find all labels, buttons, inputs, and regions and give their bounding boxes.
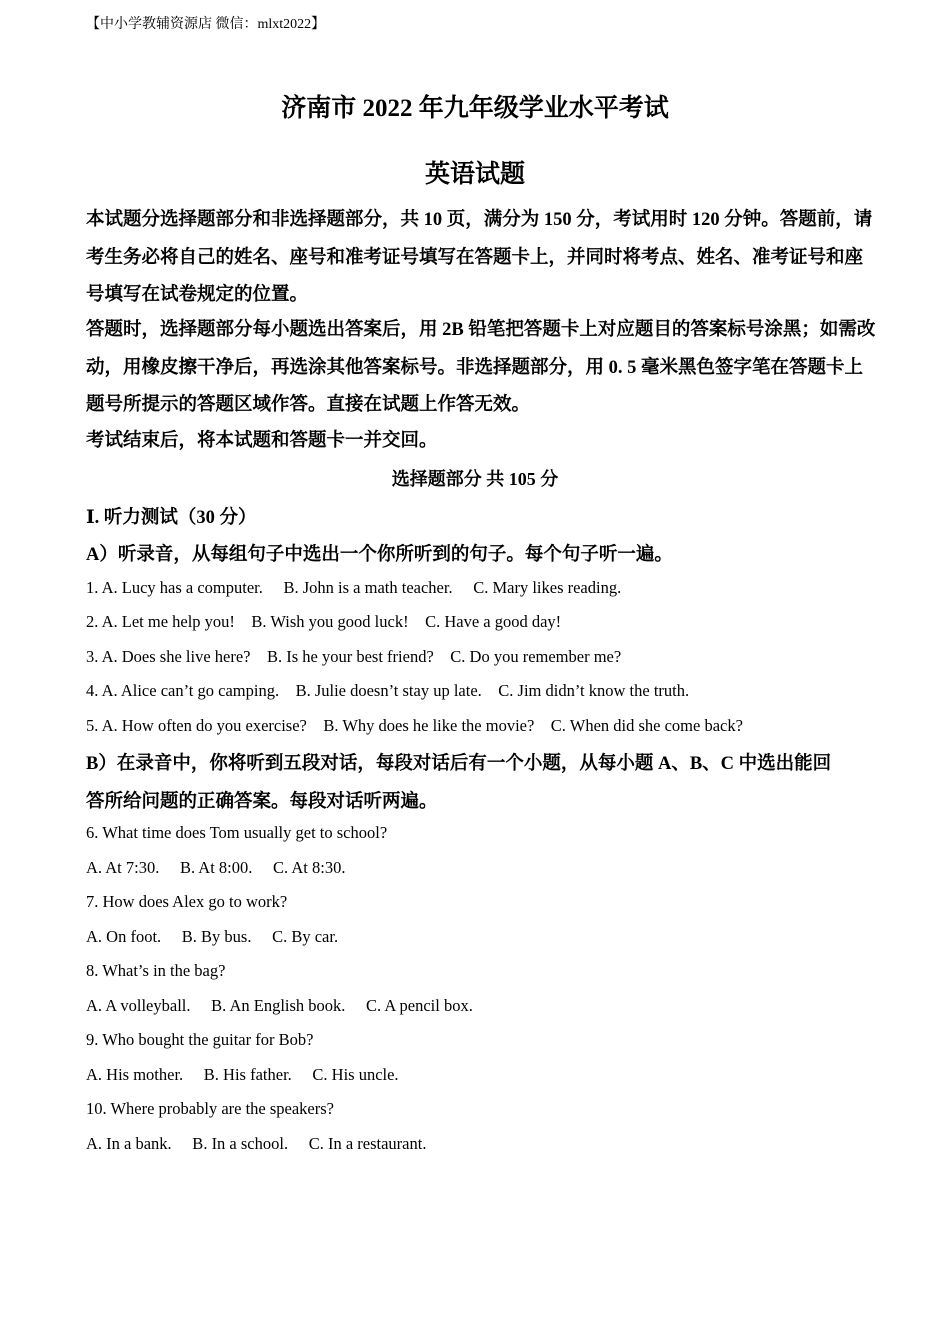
question-text: 6. What time does Tom usually get to school? bbox=[86, 823, 388, 842]
question-options: A. In a bank. B. In a school. C. In a restaurant. bbox=[86, 1134, 427, 1153]
question-options: A. At 7:30. B. At 8:00. C. At 8:30. bbox=[86, 858, 346, 877]
exam-title: 济南市 2022 年九年级学业水平考试 bbox=[281, 95, 669, 122]
exam-subtitle: 英语试题 bbox=[424, 161, 525, 188]
part-a-instruction: A）听录音，从每组句子中选出一个你所听到的句子。每个句子听一遍。 bbox=[86, 545, 673, 565]
instruction-paragraph: 考试结束后，将本试题和答题卡一并交回。 bbox=[86, 431, 438, 451]
question-text: 10. Where probably are the speakers? bbox=[86, 1099, 334, 1118]
question-item: 4. A. Alice can’t go camping. B. Julie doesn’t stay up late. C. Jim didn’t know the truth. bbox=[86, 681, 690, 700]
section-heading: 选择题部分 共 105 分 bbox=[391, 469, 559, 489]
instruction-paragraph: 答题时，选择题部分每小题选出答案后，用 2B 铅笔把答题卡上对应题目的答案标号涂黑；如需改动，用橡皮擦干净后，再选涂其他答案标号。非选择题部分，用 0. 5 毫米黑色签字笔在答题卡上题号所提示的答题区域作答。直接在试题上作答无效。 bbox=[86, 320, 876, 415]
question-options: A. On foot. B. By bus. C. By car. bbox=[86, 927, 339, 946]
question-item: 1. A. Lucy has a computer. B. John is a math teacher. C. Mary likes reading. bbox=[86, 578, 622, 597]
question-item: 2. A. Let me help you! B. Wish you good luck! C. Have a good day! bbox=[86, 612, 562, 631]
question-options: A. A volleyball. B. An English book. C. A pencil box. bbox=[86, 996, 473, 1015]
question-item: 3. A. Does she live here? B. Is he your best friend? C. Do you remember me? bbox=[86, 647, 622, 666]
question-text: 7. How does Alex go to work? bbox=[86, 892, 288, 911]
question-text: 8. What’s in the bag? bbox=[86, 961, 226, 980]
instruction-paragraph: 本试题分选择题部分和非选择题部分，共 10 页，满分为 150 分，考试用时 120 分钟。答题前，请考生务必将自己的姓名、座号和准考证号填写在答题卡上，并同时将考点、姓名、准考证号和座号填写在试卷规定的位置。 bbox=[86, 210, 873, 305]
question-options: A. His mother. B. His father. C. His uncle. bbox=[86, 1065, 399, 1084]
part-b-instruction: 答所给问题的正确答案。每段对话听两遍。 bbox=[86, 792, 438, 812]
header-note: 【中小学教辅资源店 微信：mlxt2022】 bbox=[86, 17, 326, 32]
question-item: 5. A. How often do you exercise? B. Why does he like the movie? C. When did she come back? bbox=[86, 716, 743, 735]
part-b-instruction: B）在录音中，你将听到五段对话，每段对话后有一个小题，从每小题 A、B、C 中选出能回 bbox=[86, 754, 832, 774]
part-heading: Ⅰ. 听力测试（30 分） bbox=[86, 508, 257, 528]
question-text: 9. Who bought the guitar for Bob? bbox=[86, 1030, 314, 1049]
